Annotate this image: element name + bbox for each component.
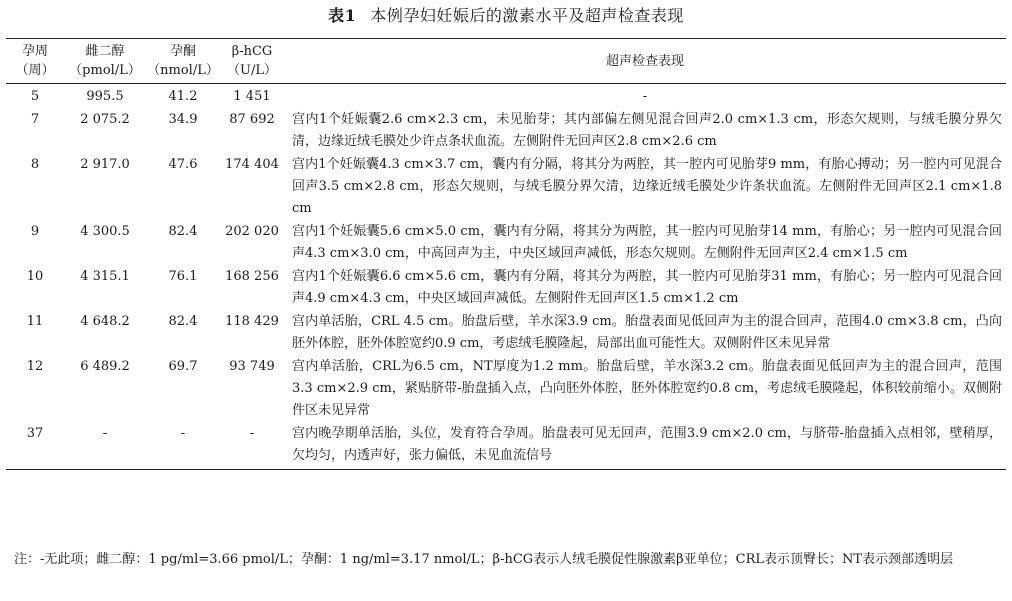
cell-week: 10 xyxy=(26,269,44,284)
cell-week: 11 xyxy=(26,314,44,329)
cell-estradiol: - xyxy=(64,423,146,470)
cell-hcg: 202 020 xyxy=(225,224,279,239)
cell-estradiol: 4 300.5 xyxy=(80,224,130,239)
cell-progesterone: 41.2 xyxy=(168,89,198,104)
cell-estradiol: 2 075.2 xyxy=(80,112,130,127)
cell-week: 9 xyxy=(30,224,40,239)
header-progesterone: 孕酮 （nmol/L） xyxy=(146,39,220,84)
table-header-row xyxy=(6,39,1006,84)
cell-ultrasound: 宫内1个妊娠囊5.6 cm×5.0 cm，囊内有分隔，将其分为两腔，其一腔内可见胎芽14 mm，有胎心；另一腔内可见混合回声4.3 cm×3.0 cm，中高回声为主，中央区域回声减低，形态欠规则。左侧附件无回声区2.4 cm×1.5 cm xyxy=(292,224,1002,261)
table-row xyxy=(6,109,1006,154)
cell-progesterone: 69.7 xyxy=(168,359,198,374)
table-row xyxy=(6,221,1006,266)
cell-ultrasound: 宫内单活胎，CRL 4.5 cm。胎盘后壁，羊水深3.9 cm。胎盘表面见低回声为主的混合回声，范围4.0 cm×3.8 cm，凸向胚外体腔，胚外体腔宽约0.9 cm，考虑绒毛膜隆起，局部出血可能性大。双侧附件区未见异常 xyxy=(292,314,1002,351)
cell-hcg: - xyxy=(220,423,284,470)
cell-ultrasound: 宫内1个妊娠囊6.6 cm×5.6 cm，囊内有分隔，将其分为两腔，其一腔内可见胎芽31 mm，有胎心；另一腔内可见混合回声4.9 cm×4.3 cm，中央区域回声减低。左侧附件无回声区1.5 cm×1.2 cm xyxy=(292,269,1002,306)
table-title xyxy=(0,6,1012,26)
cell-hcg: 174 404 xyxy=(225,157,279,172)
header-week: 孕周 （周） xyxy=(6,39,64,84)
cell-week: 12 xyxy=(26,359,44,374)
cell-progesterone: 82.4 xyxy=(168,224,198,239)
cell-ultrasound: 宫内1个妊娠囊4.3 cm×3.7 cm，囊内有分隔，将其分为两腔，其一腔内可见胎芽9 mm，有胎心搏动；另一腔内可见混合回声3.5 cm×2.8 cm，形态欠规则，与绒毛膜分界欠清，边缘近绒毛膜处少许条状血流。左侧附件无回声区2.1 cm×1.8 cm xyxy=(292,157,1002,216)
table-row xyxy=(6,84,1006,110)
table-row xyxy=(6,266,1006,311)
cell-progesterone: - xyxy=(146,423,220,470)
cell-ultrasound: 宫内单活胎，CRL为6.5 cm，NT厚度为1.2 mm。胎盘后壁，羊水深3.2 cm。胎盘表面见低回声为主的混合回声，范围3.3 cm×2.9 cm，紧贴脐带-胎盘插入点，凸向胚外体腔，胚外体腔宽约0.8 cm，考虑绒毛膜隆起，体积较前缩小。双侧附件区未见异常 xyxy=(292,359,1002,418)
table-row xyxy=(6,311,1006,356)
cell-hcg: 1 451 xyxy=(233,89,271,104)
table-row xyxy=(6,154,1006,221)
cell-hcg: 93 749 xyxy=(229,359,275,374)
table-row xyxy=(6,356,1006,423)
cell-ultrasound: 宫内1个妊娠囊2.6 cm×2.3 cm，未见胎芽；其内部偏左侧见混合回声2.0 cm×1.3 cm，形态欠规则，与绒毛膜分界欠清，边缘近绒毛膜处少许点条状血流。左侧附件无回声区2.8 cm×2.6 cm xyxy=(292,112,1002,149)
hormone-ultrasound-table xyxy=(6,38,1006,470)
cell-estradiol: 995.5 xyxy=(86,89,124,104)
cell-estradiol: 6 489.2 xyxy=(80,359,130,374)
table-row xyxy=(6,423,1006,470)
cell-week: 5 xyxy=(30,89,40,104)
table-number: 表1 xyxy=(328,6,357,25)
cell-estradiol: 4 315.1 xyxy=(80,269,130,284)
table-footnote: 注：-无此项；雌二醇：1 pg/ml=3.66 pmol/L；孕酮：1 ng/ml=3.17 nmol/L；β-hCG表示人绒毛膜促性腺激素β亚单位；CRL表示顶臀长；NT表示颈部透明层 xyxy=(14,552,954,567)
cell-week: 37 xyxy=(6,423,64,470)
cell-hcg: 87 692 xyxy=(229,112,275,127)
header-ultrasound: 超声检查表现 xyxy=(284,39,1006,84)
cell-hcg: 168 256 xyxy=(225,269,279,284)
header-hcg: β-hCG （U/L） xyxy=(220,39,284,84)
cell-estradiol: 2 917.0 xyxy=(80,157,130,172)
table-caption: 本例孕妇妊娠后的激素水平及超声检查表现 xyxy=(370,6,684,25)
cell-progesterone: 82.4 xyxy=(168,314,198,329)
header-estradiol: 雌二醇 （pmol/L） xyxy=(64,39,146,84)
cell-hcg: 118 429 xyxy=(225,314,279,329)
cell-estradiol: 4 648.2 xyxy=(80,314,130,329)
cell-ultrasound: 宫内晚孕期单活胎，头位，发育符合孕周。胎盘表可见无回声，范围3.9 cm×2.0 cm，与脐带-胎盘插入点相邻，壁稍厚，欠均匀，内透声好，张力偏低，未见血流信号 xyxy=(284,423,1006,470)
cell-progesterone: 34.9 xyxy=(168,112,198,127)
cell-ultrasound: - xyxy=(642,89,648,104)
cell-progesterone: 76.1 xyxy=(168,269,198,284)
cell-progesterone: 47.6 xyxy=(168,157,198,172)
cell-week: 7 xyxy=(30,112,40,127)
cell-week: 8 xyxy=(30,157,40,172)
